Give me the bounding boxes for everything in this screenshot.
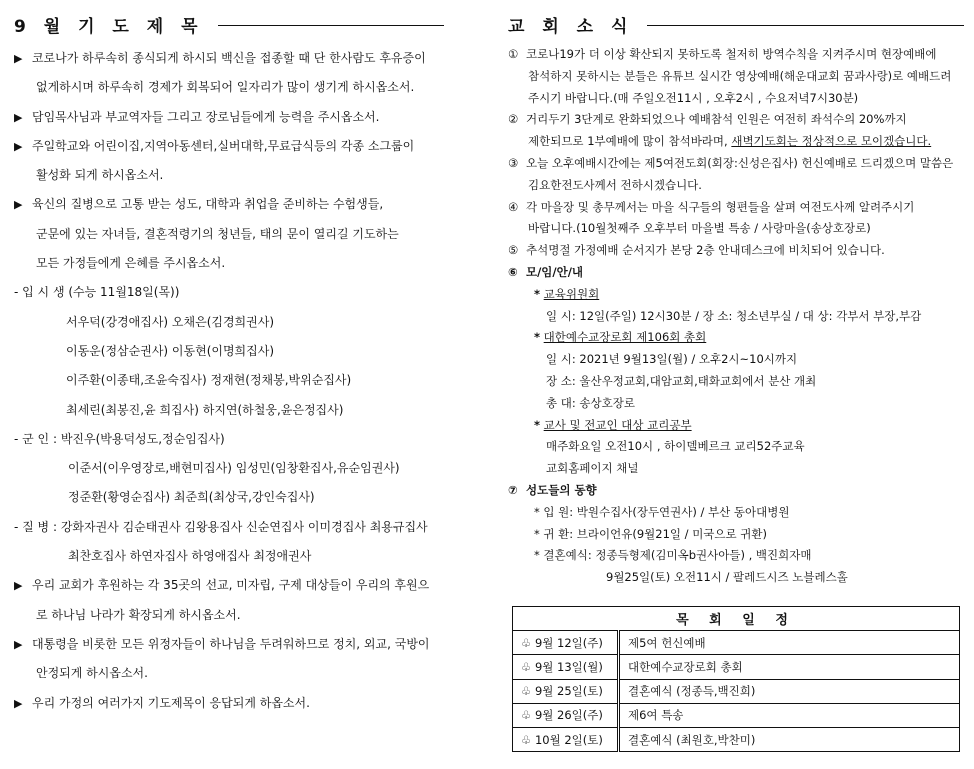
prayer-item-4: ▶ 육신의 질병으로 고통 받는 성도, 대학과 취업을 준비하는 수험생들, xyxy=(14,190,444,219)
exam-name-row: 서우덕(강경애집사) 오채은(김경희권사) xyxy=(66,314,275,329)
number-2-icon: ② xyxy=(508,112,519,127)
bullet-triangle-icon: ▶ xyxy=(14,139,23,153)
military-label: - 군 인 : 박진우(박용덕성도,정순임집사) xyxy=(14,431,225,446)
number-7-icon: ⑦ xyxy=(508,482,518,497)
number-6-icon: ⑥ xyxy=(508,264,518,279)
number-3-icon: ③ xyxy=(508,155,519,170)
schedule-event: 대한예수교장로회 총회 xyxy=(619,655,960,679)
news-item-3: ③ 오늘 오후예배시간에는 제5여전도회(회장:신성은집사) 헌신예배로 드리겠으며 말씀은 xyxy=(508,153,964,175)
military-name-row: 정준환(황영순집사) 최준희(최상국,강인숙집사) xyxy=(68,490,315,505)
meeting-general-name: 대한예수교장로회 제106회 총회 xyxy=(543,330,707,345)
table-row xyxy=(513,679,960,703)
meeting-study-detail: 교회홈페이지 채널 xyxy=(546,461,639,476)
schedule-date: ♧ 9월 12일(주) xyxy=(513,631,619,655)
exam-name-row: 최세린(최봉진,윤 희집사) 하지연(하철웅,윤은정집사) xyxy=(66,402,344,417)
meeting-study-detail: 매주화요일 오전10시 , 하이델베르크 교리52주교육 xyxy=(546,439,805,454)
meeting-edu xyxy=(508,284,964,306)
prayer-header xyxy=(14,10,444,38)
prayer-title-rule xyxy=(218,25,444,26)
table-row xyxy=(513,727,960,751)
news-item-1: ① 코로나19가 더 이상 확산되지 못하도록 철저히 방역수칙을 지켜주시며 현장예배에 xyxy=(508,44,964,66)
star-bullet: * xyxy=(534,286,541,301)
news-item-4: ④ 각 마을장 및 총무께서는 마을 식구들의 형편들을 살펴 여전도사께 알려주시기 xyxy=(508,197,964,219)
star-bullet: * xyxy=(534,417,541,432)
table-row xyxy=(513,703,960,727)
table-row xyxy=(513,631,960,655)
number-5-icon: ⑤ xyxy=(508,243,519,258)
prayer-item-4-cont: 모든 가정들에게 은혜를 주시옵소서. xyxy=(36,256,226,271)
prayer-item-5: ▶ 우리 교회가 후원하는 각 35곳의 선교, 미자립, 구제 대상들이 우리의 후원으 xyxy=(14,571,444,600)
prayer-item-7: ▶ 우리 가정의 여러가지 기도제목이 응답되게 하옵소서. xyxy=(14,689,444,718)
news-item-1-cont: 주시기 바랍니다.(매 주일오전11시 , 오후2시 , 수요저녁7시30분) xyxy=(528,90,859,105)
schedule-date: ♧ 9월 26일(주) xyxy=(513,703,619,727)
dawn-prayer-notice: 새벽기도회는 정상적으로 모이겠습니다. xyxy=(731,134,932,149)
bullet-triangle-icon: ▶ xyxy=(14,696,23,710)
news-item-6: ⑥ 모/임/안/내 xyxy=(508,262,964,284)
exam-name-row: 이동운(정삼순권사) 이동현(이명희집사) xyxy=(66,343,275,358)
meeting-edu-detail: 일 시: 12일(주일) 12시30분 / 장 소: 청소년부실 / 대 상: 각부서 부장,부감 xyxy=(546,308,922,323)
meeting-general xyxy=(508,327,964,349)
member-return: * 귀 환: 브라이언유(9월21일 / 미국으로 귀환) xyxy=(534,526,767,541)
meeting-general-detail: 장 소: 울산우정교회,대암교회,태화교회에서 분산 개최 xyxy=(546,373,817,388)
news-item-2: ② 거리두기 3단계로 완화되었으나 예배참석 인원은 여전히 좌석수의 20%까지 xyxy=(508,109,964,131)
news-title: 교 회 소 식 xyxy=(508,16,634,37)
exam-name-row: 이주환(이종태,조윤숙집사) 정재현(정채봉,박위순집사) xyxy=(66,373,352,388)
news-section xyxy=(508,10,964,589)
meeting-study xyxy=(508,415,964,437)
news-item-4-cont: 바랍니다.(10월첫째주 오후부터 마을별 특송 / 사랑마을(송상호장로) xyxy=(528,221,871,236)
prayer-item-2: ▶ 담임목사님과 부교역자들 그리고 장로님들에게 능력을 주시옵소서. xyxy=(14,103,444,132)
news-item-7: ⑦ 성도들의 동향 xyxy=(508,480,964,502)
prayer-item-3: ▶ 주일학교와 어린이집,지역아동센터,실버대학,무료급식등의 각종 소그룹이 xyxy=(14,132,444,161)
military-name-row: 이준서(이우영장로,배현미집사) 임성민(임창환집사,유순임권사) xyxy=(68,461,400,476)
prayer-item-6: ▶ 대통령을 비롯한 모든 위정자들이 하나님을 두려워하므로 정치, 외교, 국방이 xyxy=(14,630,444,659)
bullet-triangle-icon: ▶ xyxy=(14,579,23,593)
meeting-study-name: 교사 및 전교인 대상 교리공부 xyxy=(543,417,692,432)
meeting-general-detail: 일 시: 2021년 9월13일(월) / 오후2시~10시까지 xyxy=(546,352,798,367)
schedule-date: ♧ 9월 25일(토) xyxy=(513,679,619,703)
schedule-event: 결혼예식 (정종득,백진희) xyxy=(619,679,960,703)
prayer-item-1: ▶ 코로나가 하루속히 종식되게 하시되 백신을 접종할 때 단 한사람도 후유증이 xyxy=(14,44,444,73)
star-bullet: * xyxy=(534,330,541,345)
news-title-rule xyxy=(647,25,964,26)
schedule-event: 제5여 헌신예배 xyxy=(619,631,960,655)
news-header xyxy=(508,10,964,38)
prayer-section xyxy=(14,10,444,718)
news-item-3-cont: 김요한전도사께서 전하시겠습니다. xyxy=(528,177,702,192)
schedule-header-row xyxy=(513,607,960,631)
exam-label: - 입 시 생 (수능 11월18일(목)) xyxy=(14,285,180,300)
bullet-triangle-icon: ▶ xyxy=(14,52,23,65)
schedule-title: 목 회 일 정 xyxy=(513,607,960,631)
bullet-triangle-icon: ▶ xyxy=(14,110,23,124)
schedule-event: 결혼예식 (최원호,박찬미) xyxy=(619,727,960,751)
prayer-item-5-cont: 로 하나님 나라가 확장되게 하시옵소서. xyxy=(36,607,241,622)
schedule-table xyxy=(512,606,960,752)
prayer-item-1-cont: 없게하시며 하루속히 경제가 회복되어 일자리가 많이 생기게 하시옵소서. xyxy=(36,80,415,95)
schedule-date: ♧ 9월 13일(월) xyxy=(513,655,619,679)
prayer-item-6-cont: 안정되게 하시옵소서. xyxy=(36,666,148,681)
prayer-item-3-cont: 활성화 되게 하시옵소서. xyxy=(36,168,164,183)
meeting-general-detail: 총 대: 송상호장로 xyxy=(546,395,635,410)
news-item-2-cont: 제한되므로 1부예배에 많이 참석바라며, 새벽기도회는 정상적으로 모이겠습니다. xyxy=(528,134,932,149)
member-hospital: * 입 원: 박원수집사(장두연권사) / 부산 동아대병원 xyxy=(534,504,790,519)
prayer-title: 9 월 기 도 제 목 xyxy=(14,16,204,37)
number-1-icon: ① xyxy=(508,47,519,61)
bullet-triangle-icon: ▶ xyxy=(14,198,23,212)
prayer-item-4-cont: 군문에 있는 자녀들, 결혼적령기의 청년들, 태의 문이 열리길 기도하는 xyxy=(36,226,399,241)
sick-name-row: 최찬호집사 하연자집사 하영애집사 최정애권사 xyxy=(68,549,312,564)
member-wedding-detail: 9월25일(토) 오전11시 / 팔레드시즈 노블레스홀 xyxy=(606,570,848,585)
number-4-icon: ④ xyxy=(508,199,519,214)
news-item-1-cont: 참석하지 못하시는 분들은 유튜브 실시간 영상예배(해운대교회 꿈과사랑)로 예배드려 xyxy=(528,68,952,83)
meeting-edu-name: 교육위원회 xyxy=(543,286,600,301)
news-item-5: ⑤ 추석명절 가정예배 순서지가 본당 2층 안내데스크에 비치되어 있습니다. xyxy=(508,240,964,262)
schedule-date: ♧ 10월 2일(토) xyxy=(513,727,619,751)
table-row xyxy=(513,655,960,679)
bullet-triangle-icon: ▶ xyxy=(14,637,23,651)
schedule-event: 제6여 특송 xyxy=(619,703,960,727)
member-wedding: * 결혼예식: 정종득형제(김미옥b권사아들) , 백진희자매 xyxy=(534,548,812,563)
sick-label: - 질 병 : 강화자권사 김순태권사 김왕용집사 신순연집사 이미경집사 최용규집사 xyxy=(14,519,428,534)
